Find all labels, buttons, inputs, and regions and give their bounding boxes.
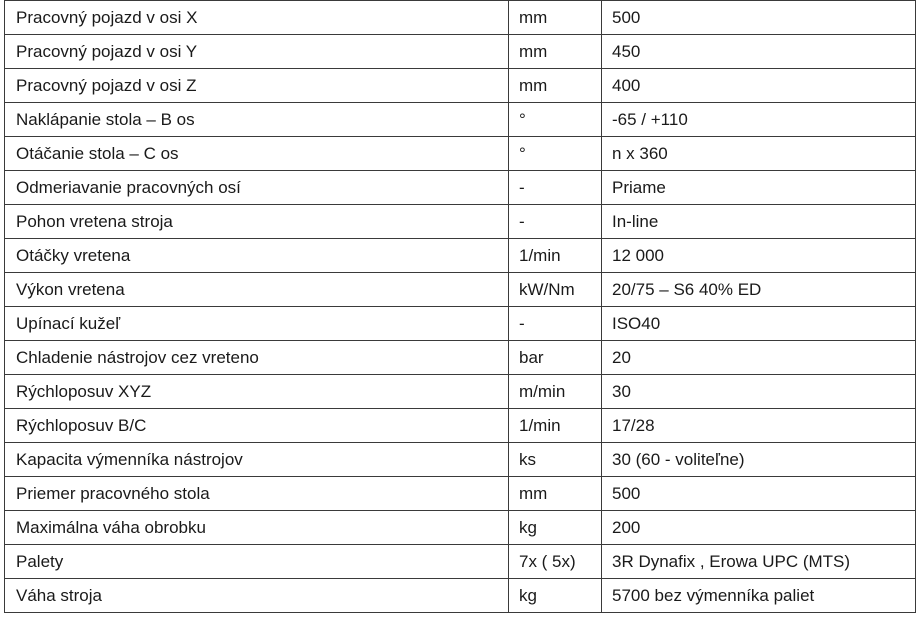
unit-cell: mm: [509, 35, 602, 69]
parameter-cell: Váha stroja: [5, 579, 509, 613]
value-cell: In-line: [602, 205, 916, 239]
unit-cell: bar: [509, 341, 602, 375]
unit-cell: -: [509, 205, 602, 239]
unit-cell: °: [509, 103, 602, 137]
table-row: [5, 545, 916, 579]
table-row: [5, 35, 916, 69]
spec-table-body: [5, 1, 916, 613]
parameter-cell: Maximálna váha obrobku: [5, 511, 509, 545]
value-cell: 20: [602, 341, 916, 375]
table-row: [5, 239, 916, 273]
unit-cell: kg: [509, 579, 602, 613]
parameter-cell: Odmeriavanie pracovných osí: [5, 171, 509, 205]
parameter-cell: Chladenie nástrojov cez vreteno: [5, 341, 509, 375]
table-row: [5, 511, 916, 545]
unit-cell: kg: [509, 511, 602, 545]
table-row: [5, 477, 916, 511]
unit-cell: m/min: [509, 375, 602, 409]
value-cell: 3R Dynafix , Erowa UPC (MTS): [602, 545, 916, 579]
table-row: [5, 103, 916, 137]
value-cell: 200: [602, 511, 916, 545]
parameter-cell: Pracovný pojazd v osi X: [5, 1, 509, 35]
table-row: [5, 205, 916, 239]
table-row: [5, 137, 916, 171]
spec-table: [4, 0, 916, 613]
parameter-cell: Rýchloposuv B/C: [5, 409, 509, 443]
parameter-cell: Výkon vretena: [5, 273, 509, 307]
parameter-cell: Otáčky vretena: [5, 239, 509, 273]
table-row: [5, 443, 916, 477]
unit-cell: mm: [509, 69, 602, 103]
value-cell: 30 (60 - voliteľne): [602, 443, 916, 477]
parameter-cell: Priemer pracovného stola: [5, 477, 509, 511]
unit-cell: -: [509, 307, 602, 341]
table-row: [5, 409, 916, 443]
unit-cell: kW/Nm: [509, 273, 602, 307]
parameter-cell: Pracovný pojazd v osi Z: [5, 69, 509, 103]
parameter-cell: Kapacita výmenníka nástrojov: [5, 443, 509, 477]
table-row: [5, 579, 916, 613]
unit-cell: 7x ( 5x): [509, 545, 602, 579]
value-cell: 400: [602, 69, 916, 103]
value-cell: 450: [602, 35, 916, 69]
value-cell: Priame: [602, 171, 916, 205]
table-row: [5, 341, 916, 375]
parameter-cell: Pracovný pojazd v osi Y: [5, 35, 509, 69]
table-row: [5, 375, 916, 409]
unit-cell: -: [509, 171, 602, 205]
value-cell: 5700 bez výmenníka paliet: [602, 579, 916, 613]
unit-cell: °: [509, 137, 602, 171]
parameter-cell: Pohon vretena stroja: [5, 205, 509, 239]
unit-cell: mm: [509, 477, 602, 511]
unit-cell: 1/min: [509, 239, 602, 273]
value-cell: n x 360: [602, 137, 916, 171]
table-row: [5, 1, 916, 35]
value-cell: 12 000: [602, 239, 916, 273]
parameter-cell: Otáčanie stola – C os: [5, 137, 509, 171]
unit-cell: ks: [509, 443, 602, 477]
table-row: [5, 69, 916, 103]
table-row: [5, 171, 916, 205]
unit-cell: 1/min: [509, 409, 602, 443]
value-cell: 500: [602, 477, 916, 511]
value-cell: 20/75 – S6 40% ED: [602, 273, 916, 307]
parameter-cell: Palety: [5, 545, 509, 579]
value-cell: ISO40: [602, 307, 916, 341]
table-row: [5, 307, 916, 341]
value-cell: -65 / +110: [602, 103, 916, 137]
parameter-cell: Naklápanie stola – B os: [5, 103, 509, 137]
table-row: [5, 273, 916, 307]
value-cell: 500: [602, 1, 916, 35]
unit-cell: mm: [509, 1, 602, 35]
value-cell: 30: [602, 375, 916, 409]
value-cell: 17/28: [602, 409, 916, 443]
parameter-cell: Rýchloposuv XYZ: [5, 375, 509, 409]
parameter-cell: Upínací kužeľ: [5, 307, 509, 341]
